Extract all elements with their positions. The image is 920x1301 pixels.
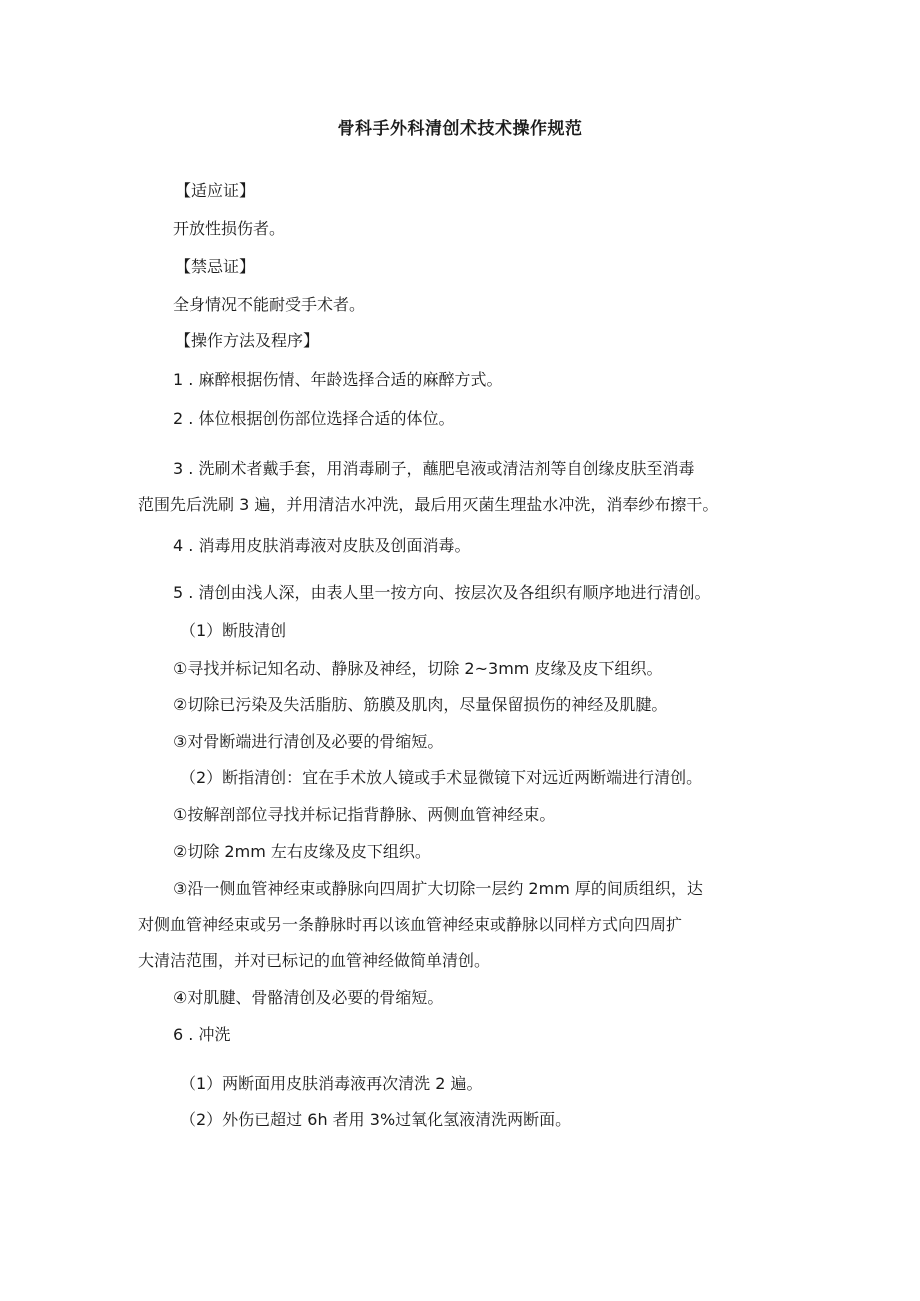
step-1: 1 . 麻醉根据伤情、年龄选择合适的麻醉方式。 [173, 370, 503, 389]
step-5: 5 . 清创由浅人深，由表人里一按方向、按层次及各组织有顺序地进行清创。 [173, 583, 711, 602]
section-heading-procedure: 【操作方法及程序】 [175, 331, 320, 350]
list-item: ②切除已污染及失活脂肪、筋膜及肌肉，尽量保留损伤的神经及肌腱。 [173, 695, 668, 714]
sub-heading-limb-debridement: （1）断肢清创 [180, 621, 287, 640]
step-2: 2 . 体位根据创伤部位选择合适的体位。 [173, 409, 455, 428]
list-item: ④对肌腱、骨骼清创及必要的骨缩短。 [173, 988, 444, 1007]
section-heading-indications: 【适应证】 [175, 181, 256, 200]
sub-item-rinse-2: （2）外伤已超过 6h 者用 3%过氧化氢液清洗两断面。 [180, 1110, 572, 1129]
step-3: 3 . 洗刷术者戴手套，用消毒刷子，蘸肥皂液或清洁剂等自创缘皮肤至消毒 [173, 459, 695, 478]
list-item: ③沿一侧血管神经束或静脉向四周扩大切除一层约 2mm 厚的间质组织，达 [173, 879, 703, 898]
step-4: 4 . 消毒用皮肤消毒液对皮肤及创面消毒。 [173, 536, 471, 555]
section-heading-contraindications: 【禁忌证】 [175, 257, 256, 276]
paragraph-text: 开放性损伤者。 [173, 219, 286, 238]
list-item: ③对骨断端进行清创及必要的骨缩短。 [173, 732, 444, 751]
step-3-continued: 范围先后洗刷 3 遍，并用清洁水冲洗，最后用灭菌生理盐水冲洗，消奉纱布擦干。 [138, 495, 719, 514]
list-item: ②切除 2mm 左右皮缘及皮下组织。 [173, 842, 431, 861]
list-item-continued: 大清洁范围，并对已标记的血管神经做简单清创。 [138, 951, 491, 970]
sub-item-rinse-1: （1）两断面用皮肤消毒液再次清洗 2 遍。 [180, 1074, 483, 1093]
paragraph-text: 全身情况不能耐受手术者。 [173, 295, 366, 314]
list-item: ①寻找并标记知名动、静脉及神经，切除 2~3mm 皮缘及皮下组织。 [173, 659, 663, 678]
document-title: 骨科手外科清创术技术操作规范 [337, 119, 583, 139]
list-item: ①按解剖部位寻找并标记指背静脉、两侧血管神经束。 [173, 805, 556, 824]
list-item-continued: 对侧血管神经束或另一条静脉时再以该血管神经束或静脉以同样方式向四周扩 [138, 915, 683, 934]
sub-heading-finger-debridement: （2）断指清创：宜在手术放人镜或手术显微镜下对远近两断端进行清创。 [180, 768, 703, 787]
step-6: 6 . 冲洗 [173, 1025, 231, 1044]
